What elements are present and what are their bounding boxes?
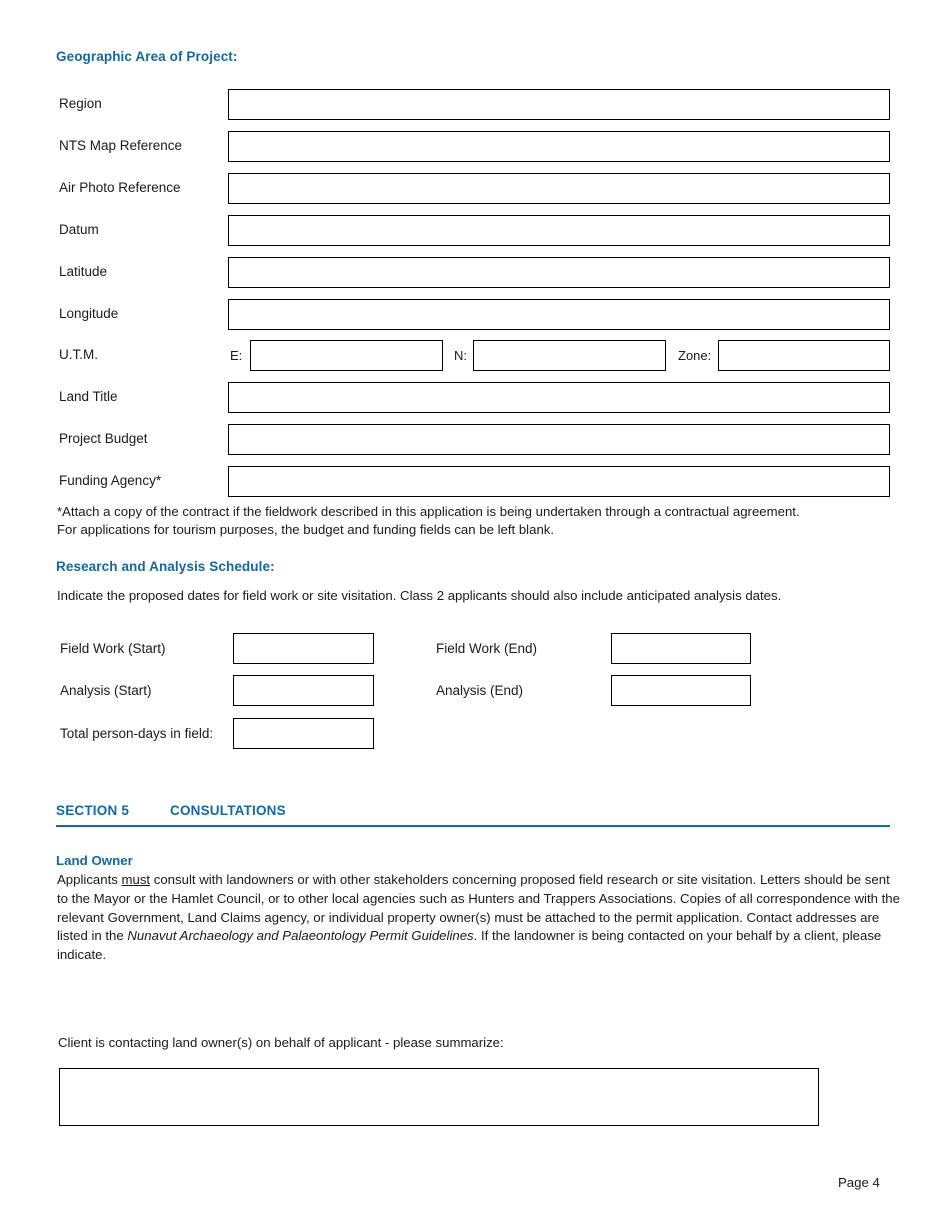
label-utm: U.T.M.	[59, 347, 98, 362]
label-utm-east: E:	[230, 348, 243, 363]
label-analysis-end: Analysis (End)	[436, 683, 524, 698]
schedule-instruction: Indicate the proposed dates for field work or site visitation. Class 2 applicants should also include anticipated analysis dates.	[57, 588, 782, 603]
land-owner-paragraph	[57, 871, 900, 965]
paragraph-segment-3: . If the landowner is being contacted on your behalf by a client, please indicate.	[57, 928, 882, 963]
input-latitude[interactable]	[228, 257, 890, 288]
label-longitude: Longitude	[59, 306, 119, 321]
input-air-photo-reference[interactable]	[228, 173, 890, 204]
input-field-work-end[interactable]	[611, 633, 751, 664]
label-datum: Datum	[59, 222, 99, 237]
label-funding-agency: Funding Agency*	[59, 473, 162, 488]
section-5-divider	[56, 825, 890, 827]
section-5-title: CONSULTATIONS	[170, 803, 286, 818]
paragraph-segment-1: Applicants	[57, 872, 122, 887]
label-air-photo-reference: Air Photo Reference	[59, 180, 181, 195]
input-longitude[interactable]	[228, 299, 890, 330]
label-field-work-end: Field Work (End)	[436, 641, 538, 656]
input-client-summary[interactable]	[59, 1068, 819, 1126]
paragraph-guidelines-title: Nunavut Archaeology and Palaeontology Permit Guidelines	[127, 928, 474, 944]
land-owner-heading: Land Owner	[56, 853, 133, 868]
geographic-area-heading: Geographic Area of Project:	[56, 49, 238, 64]
input-project-budget[interactable]	[228, 424, 890, 455]
label-field-work-start: Field Work (Start)	[60, 641, 166, 656]
funding-footnote-line-2: For applications for tourism purposes, the budget and funding fields can be left blank.	[57, 522, 555, 537]
label-latitude: Latitude	[59, 264, 108, 279]
input-land-title[interactable]	[228, 382, 890, 413]
research-analysis-schedule-heading: Research and Analysis Schedule:	[56, 559, 275, 574]
input-funding-agency[interactable]	[228, 466, 890, 497]
input-region[interactable]	[228, 89, 890, 120]
label-land-title: Land Title	[59, 389, 118, 404]
label-utm-north: N:	[454, 348, 467, 363]
label-total-person-days: Total person-days in field:	[60, 726, 214, 741]
client-contact-prompt: Client is contacting land owner(s) on behalf of applicant - please summarize:	[58, 1035, 504, 1050]
label-nts-map-reference: NTS Map Reference	[59, 138, 183, 153]
input-analysis-start[interactable]	[233, 675, 374, 706]
input-utm-zone[interactable]	[718, 340, 890, 371]
paragraph-emphasis-must: must	[121, 872, 151, 887]
input-datum[interactable]	[228, 215, 890, 246]
section-5-number: SECTION 5	[56, 803, 130, 818]
label-utm-zone: Zone:	[678, 348, 712, 363]
funding-footnote-line-1: *Attach a copy of the contract if the fieldwork described in this application is being undertaken through a contractual agreement.	[57, 504, 800, 519]
input-total-person-days[interactable]	[233, 718, 374, 749]
label-region: Region	[59, 96, 102, 111]
label-project-budget: Project Budget	[59, 431, 148, 446]
label-analysis-start: Analysis (Start)	[60, 683, 152, 698]
paragraph-segment-2: consult with landowners or with other stakeholders concerning proposed field research or site visitation. Letters should be sent to the Mayor or the Hamlet Council, or to other local agencies such as Hunters and Trappers Associations. Copies of all correspondence with the relevant Government, Land Claims agency, or individual property owner(s) must be attached to the permit application. Contact addresses are listed in the	[57, 872, 900, 944]
input-utm-east[interactable]	[250, 340, 443, 371]
input-analysis-end[interactable]	[611, 675, 751, 706]
input-nts-map-reference[interactable]	[228, 131, 890, 162]
input-field-work-start[interactable]	[233, 633, 374, 664]
input-utm-north[interactable]	[473, 340, 666, 371]
page-number: Page 4	[838, 1175, 880, 1190]
